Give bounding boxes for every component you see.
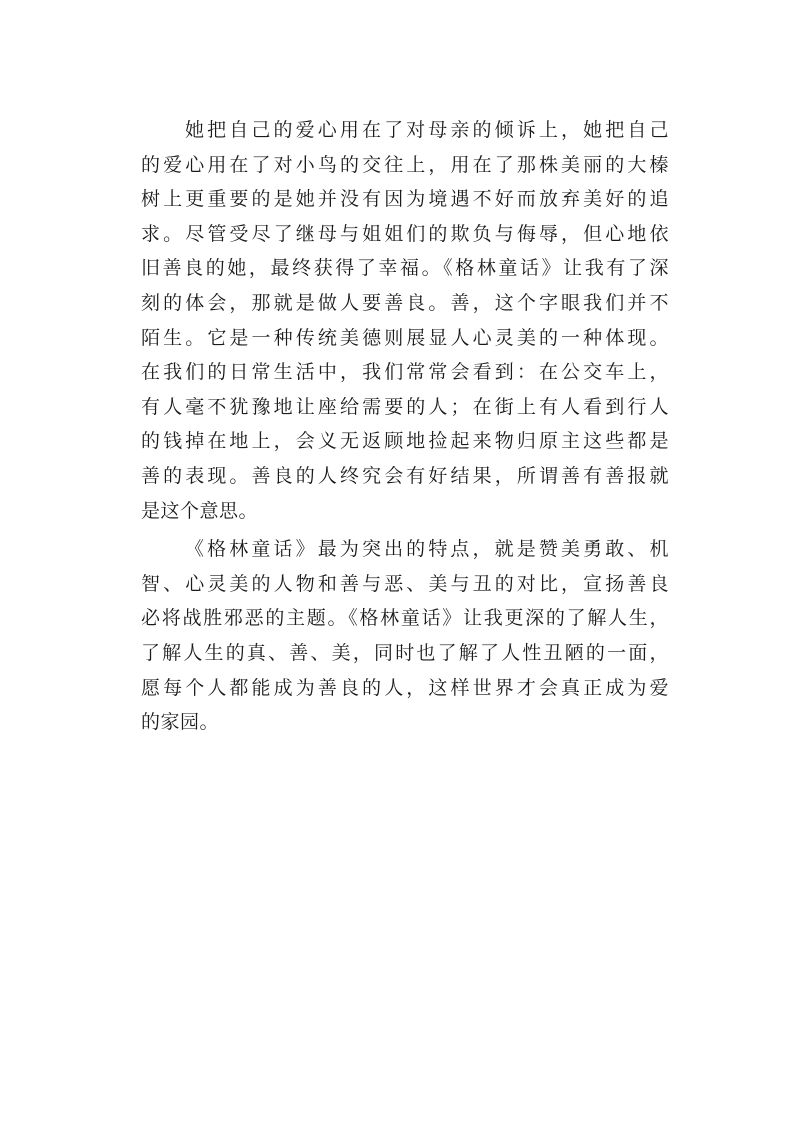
text-line: 旧善良的她，最终获得了幸福。《格林童话》让我有了深 [141, 257, 669, 280]
text-line: 必将战胜邪恶的主题。《格林童话》让我更深的了解人生， [141, 607, 669, 630]
text-line: 《格林童话》最为突出的特点，就是赞美勇敢、机 [185, 538, 669, 561]
text-line: 求。尽管受尽了继母与姐姐们的欺负与侮辱，但心地依 [141, 222, 669, 245]
text-line: 是这个意思。 [141, 499, 259, 522]
paragraph-1 [141, 113, 669, 528]
text-line: 她把自己的爱心用在了对母亲的倾诉上，她把自己 [185, 119, 669, 141]
paragraph-2 [141, 532, 669, 740]
text-line: 在我们的日常生活中，我们常常会看到：在公交车上， [141, 361, 669, 384]
text-line: 了解人生的真、善、美，同时也了解了人性丑陋的一面， [141, 641, 669, 664]
text-line: 有人毫不犹豫地让座给需要的人；在街上有人看到行人 [141, 395, 669, 418]
text-line: 的钱掉在地上，会义无返顾地捡起来物归原主这些都是 [141, 430, 669, 453]
text-line: 智、心灵美的人物和善与恶、美与丑的对比，宣扬善良 [141, 572, 669, 595]
text-line: 树上更重要的是她并没有因为境遇不好而放弃美好的追 [141, 188, 669, 211]
text-line: 的家园。 [141, 711, 220, 734]
text-line: 善的表现。善良的人终究会有好结果，所谓善有善报就 [141, 464, 669, 487]
text-line: 愿每个人都能成为善良的人，这样世界才会真正成为爱 [141, 676, 669, 699]
text-line: 刻的体会，那就是做人要善良。善，这个字眼我们并不 [141, 291, 669, 314]
text-line: 陌生。它是一种传统美德则展显人心灵美的一种体现。 [141, 326, 669, 349]
text-line: 的爱心用在了对小鸟的交往上，用在了那株美丽的大榛 [141, 153, 669, 176]
document-body [141, 113, 669, 740]
